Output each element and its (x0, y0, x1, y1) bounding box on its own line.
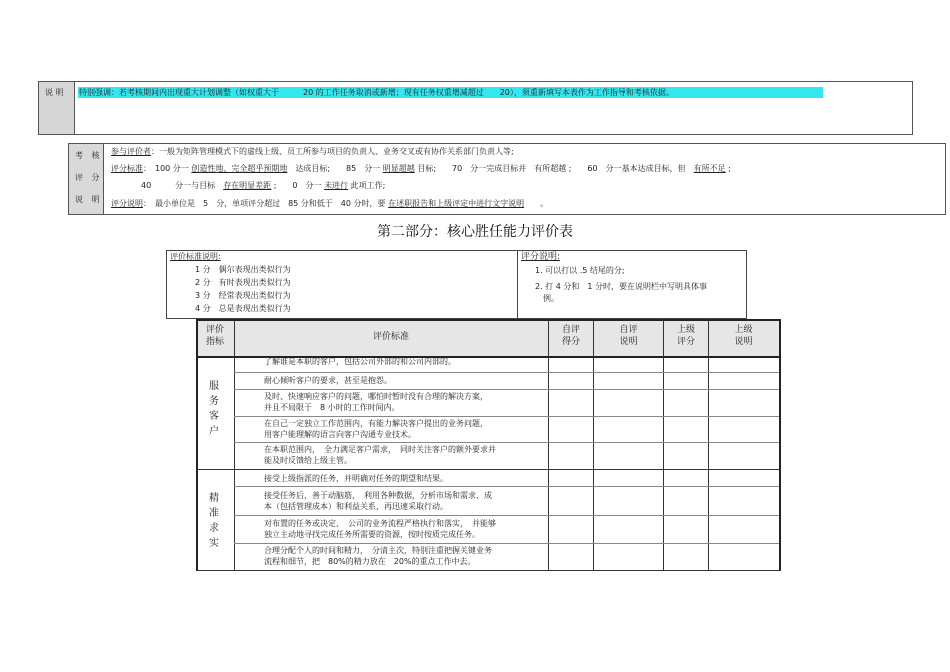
category-char: 客 (209, 411, 219, 422)
criteria-text: ： 100 分一 (143, 164, 192, 173)
grid-line (779, 319, 781, 571)
criterion-text: 流程和细节，把 80%的精力放在 20%的重点工作中去。 (264, 557, 476, 566)
category-char: 服 (209, 381, 219, 392)
explain-line (111, 199, 548, 209)
criterion-text: 用客户能理解的语言向客户沟通专业技术。 (264, 430, 416, 439)
header-indicator (199, 324, 231, 348)
category-char: 精 (209, 493, 219, 504)
header-sup-score-line: 评分 (676, 337, 695, 347)
criterion-text: 及时、快速响应客户的问题，哪怕时暂时没有合理的解决方案， (264, 392, 488, 401)
standard-item: 1 分 偶尔表现出类似行为 (195, 265, 291, 274)
grid-line (663, 319, 664, 571)
group-line (196, 469, 781, 470)
criteria-text: ; (725, 164, 731, 173)
criteria-text: 40 分一与目标 (141, 181, 224, 190)
header-sup-note (711, 324, 776, 348)
scoring-section (68, 143, 946, 215)
category-char: 求 (209, 523, 219, 534)
header-self-score-line: 自评 (561, 325, 580, 335)
criterion-text: 对布置的任务或决定、 公司的业务流程严格执行和落实， 并能够 (264, 519, 496, 528)
grid-line (234, 319, 235, 571)
criterion-text: 合理分配个人的时间和精力， 分清主次，特别注重把握关键业务 (264, 546, 492, 555)
standard-item: 4 分 总是表现出类似行为 (195, 304, 291, 313)
criteria-underline: 明显超越 (382, 164, 415, 173)
score-note-heading-text: 评分说明: (521, 252, 561, 262)
header-indicator-line: 评价 (205, 325, 224, 335)
standard-heading-text: 评价标准说明: (170, 252, 221, 261)
standard-heading (170, 252, 221, 262)
criterion-text: 本（包括管理成本）和利益关系，再迅速采取行动。 (264, 502, 448, 511)
notes-text: 特别强调：若考核期间内出现重大计划调整（如权重大于 20 的工作任务取消或新增；现有任务权重增减超过 20），须重新填写本表作为工作指导和考核依据。 (79, 88, 674, 97)
score-note-heading (521, 252, 560, 263)
explain-text: ： 最小单位是 5 分，单项评分超过 85 分和低于 40 分时，要 (143, 199, 389, 208)
explain-end: 。 (524, 199, 549, 208)
criteria-text: 此项工作; (348, 181, 386, 190)
criterion-text: 了解谁是本职的客户，包括公司外部的和公司内部的。 (264, 357, 456, 366)
table-header (196, 319, 781, 358)
grid-line (196, 319, 198, 571)
criteria-underline: 创造性地、完全超乎预期地 (191, 164, 288, 173)
criteria-line-1 (111, 164, 731, 174)
criteria-underline: 未进行 (324, 181, 349, 190)
row-line (234, 515, 779, 516)
criterion-text: 能及时反馈给上级主管。 (264, 456, 352, 465)
category-char: 准 (209, 508, 219, 519)
notes-section (38, 81, 913, 135)
standard-item: 3 分 经常表现出类似行为 (195, 291, 291, 300)
category-char: 实 (209, 538, 219, 549)
row-line (234, 543, 779, 544)
competency-table (196, 319, 781, 571)
header-sup-score (666, 324, 706, 348)
criterion-text: 接受上级指派的任务，并明确对任务的期望和结果。 (264, 474, 448, 483)
score-note-item: 2. 打 4 分和 1 分时，要在说明栏中写明具体事 (535, 282, 707, 291)
criterion-text: 在本职范围内， 全力满足客户需求， 同时关注客户的额外要求并 (264, 445, 496, 454)
rater-label: 参与评价者 (111, 147, 151, 156)
score-note-box (516, 250, 747, 319)
row-line (234, 416, 779, 417)
criteria-label: 评分标准 (111, 164, 143, 173)
header-sup-score-line: 上级 (676, 325, 695, 335)
criterion-text: 接受任务后，善于动脑筋， 利用各种数据，分析市场和需求、成 (264, 491, 492, 500)
score-note-item: 1. 可以打以 .5 结尾的分; (535, 266, 625, 275)
criteria-underline: 有所不足 (693, 164, 726, 173)
criteria-text: ; 0 分一 (271, 181, 325, 190)
criterion-text: 并且不局限于 8 小时的工作时间内。 (264, 403, 400, 412)
criteria-underline: 存在明显差距 (223, 181, 272, 190)
category-precision-pragmatism (204, 491, 224, 551)
criterion-text: 耐心倾听客户的要求，甚至是抱怨。 (264, 376, 392, 385)
header-sup-note-line: 说明 (734, 337, 753, 347)
category-char: 户 (209, 426, 219, 437)
grid-line (593, 319, 594, 571)
notes-label-cell (39, 82, 75, 134)
header-sup-note-line: 上级 (734, 325, 753, 335)
scoring-label-1: 考 核 (75, 151, 103, 160)
scoring-label-2: 评 分 (75, 173, 103, 182)
category-char: 务 (209, 396, 219, 407)
scoring-label-3: 说 明 (75, 195, 103, 204)
header-self-note-line: 说明 (619, 337, 638, 347)
standard-item: 2 分 有时表现出类似行为 (195, 278, 291, 287)
explain-label: 评分说明 (111, 199, 143, 208)
criteria-line-2 (141, 181, 385, 191)
table-bottom-line (196, 570, 781, 571)
grid-line (548, 319, 549, 571)
grid-line (708, 319, 709, 571)
header-self-note-line: 自评 (619, 325, 638, 335)
header-self-note (596, 324, 661, 348)
category-service-customer (204, 379, 224, 439)
part-title: 第二部分：核心胜任能力评价表 (377, 224, 573, 240)
scoring-label-cell (69, 144, 104, 214)
rater-line (111, 147, 514, 157)
criterion-text: 在自己一定独立工作范围内，有能力解决客户提出的业务问题， (264, 419, 488, 428)
rater-text: ：一般为矩阵管理模式下的虚线上级、员工所参与项目的负责人、业务交叉或有协作关系部门负责人等; (151, 147, 514, 156)
header-self-score-line: 得分 (561, 337, 580, 347)
notes-label: 说 明 (45, 88, 64, 97)
criterion-text: 独立主动地寻找完成任务所需要的资源，按时按质完成任务。 (264, 530, 480, 539)
explain-underline: 在述职报告和上级评定中进行文字说明 (388, 199, 525, 208)
criteria-text: 目标; 70 分一完成目标并 有所超越 ; 60 分一基本达成目标，但 (414, 164, 694, 173)
row-line (234, 486, 779, 487)
header-self-score (551, 324, 591, 348)
row-line (234, 442, 779, 443)
criteria-text: 达成目标; 85 分一 (287, 164, 383, 173)
row-line (234, 389, 779, 390)
header-indicator-line: 指标 (205, 337, 224, 347)
standard-box (166, 250, 518, 319)
row-line (234, 372, 779, 373)
score-note-item: 例。 (535, 294, 559, 303)
header-standard: 评价标准 (372, 332, 409, 342)
